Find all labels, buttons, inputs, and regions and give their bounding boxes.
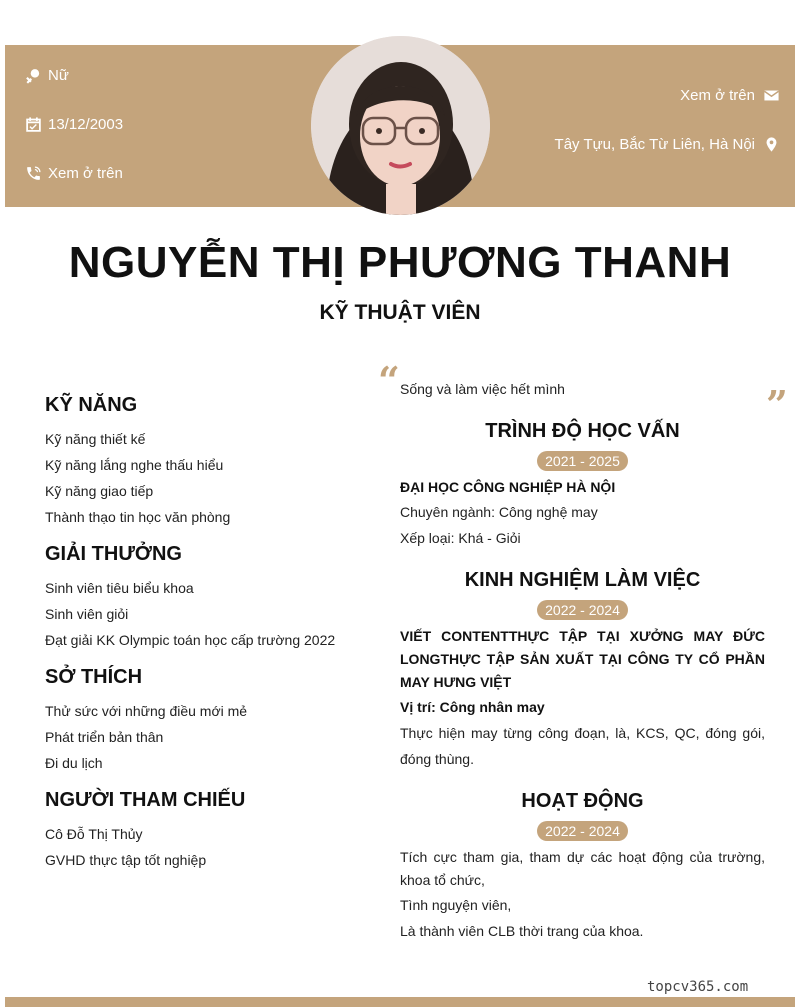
list-item: Sinh viên giỏi: [45, 606, 129, 622]
period-badge: 2022 - 2024: [537, 821, 628, 841]
list-item: Là thành viên CLB thời trang của khoa.: [400, 923, 644, 939]
address-row: [555, 136, 780, 153]
list-item: Tích cực tham gia, tham dự các hoạt động của trường, khoa tổ chức,: [400, 849, 765, 888]
activities-section: [400, 790, 765, 944]
list-item: Cô Đỗ Thị Thủy: [45, 826, 143, 842]
candidate-name: NGUYỄN THỊ PHƯƠNG THANH: [68, 238, 732, 287]
birthday-text: 13/12/2003: [48, 116, 124, 133]
envelope-icon: [763, 87, 780, 104]
activities-title: HOẠT ĐỘNG: [521, 790, 644, 812]
list-item: Kỹ năng lắng nghe thấu hiểu: [45, 457, 224, 473]
footer-band: [5, 997, 795, 1007]
skills-title: KỸ NĂNG: [45, 394, 138, 416]
hobbies-title: SỞ THÍCH: [45, 666, 143, 688]
profile-photo: [311, 36, 490, 215]
list-item: Thử sức với những điều mới mẻ: [45, 703, 248, 719]
left-column: [45, 394, 365, 886]
right-column: [400, 420, 765, 962]
period-badge: 2022 - 2024: [537, 600, 628, 620]
list-item: Kỹ năng giao tiếp: [45, 483, 154, 499]
list-item: Tình nguyện viên,: [400, 897, 512, 913]
references-section: [45, 789, 365, 873]
list-item: Đi du lịch: [45, 755, 103, 771]
company-name: VIẾT CONTENTTHỰC TẬP TẠI XƯỞNG MAY ĐỨC LONGTHỰC TẬP SẢN XUẤT TẠI CÔNG TY CỔ PHẦN MAY HƯNG VIỆT: [400, 628, 765, 690]
education-section: [400, 420, 765, 551]
major: Chuyên ngành: Công nghệ may: [400, 504, 598, 520]
gender-text: Nữ: [48, 67, 69, 84]
grade: Xếp loại: Khá - Giỏi: [400, 530, 521, 546]
avatar: [311, 36, 490, 215]
location-pin-icon: [763, 136, 780, 153]
references-title: NGƯỜI THAM CHIẾU: [45, 789, 246, 811]
school-name: ĐẠI HỌC CÔNG NGHIỆP HÀ NỘI: [400, 479, 616, 495]
hobbies-section: [45, 666, 365, 776]
watermark: topcv365.com: [647, 979, 749, 995]
address-text: Tây Tựu, Bắc Từ Liên, Hà Nội: [554, 136, 755, 153]
email-text: Xem ở trên: [680, 87, 755, 104]
education-title: TRÌNH ĐỘ HỌC VẤN: [485, 420, 680, 442]
motto: Sống và làm việc hết mình: [400, 381, 565, 397]
gender-row: [25, 67, 69, 84]
experience-title: KINH NGHIỆM LÀM VIỆC: [464, 569, 701, 591]
close-quote-icon: ”: [766, 382, 788, 427]
list-item: Sinh viên tiêu biểu khoa: [45, 580, 194, 596]
birthday-row: [25, 116, 123, 133]
phone-text: Xem ở trên: [48, 165, 123, 182]
list-item: Kỹ năng thiết kế: [45, 431, 146, 447]
calendar-icon: [25, 116, 42, 133]
experience-section: [400, 569, 765, 772]
list-item: Phát triển bản thân: [45, 729, 164, 745]
phone-row: [25, 165, 123, 182]
open-quote-icon: “: [378, 358, 400, 403]
period-badge: 2021 - 2025: [537, 451, 628, 471]
gender-icon: [25, 67, 42, 84]
list-item: Thành thạo tin học văn phòng: [45, 509, 231, 525]
list-item: Đạt giải KK Olympic toán học cấp trường 2022: [45, 632, 336, 648]
email-row: [680, 87, 780, 104]
awards-section: [45, 543, 365, 653]
awards-title: GIẢI THƯỞNG: [45, 543, 182, 565]
phone-icon: [25, 165, 42, 182]
job-description: Thực hiện may từng công đoạn, là, KCS, QC, đóng gói, đóng thùng.: [400, 725, 765, 767]
skills-section: [45, 394, 365, 530]
list-item: GVHD thực tập tốt nghiệp: [45, 852, 207, 868]
job-title: KỸ THUẬT VIÊN: [319, 301, 481, 324]
position: Vị trí: Công nhân may: [400, 699, 545, 715]
